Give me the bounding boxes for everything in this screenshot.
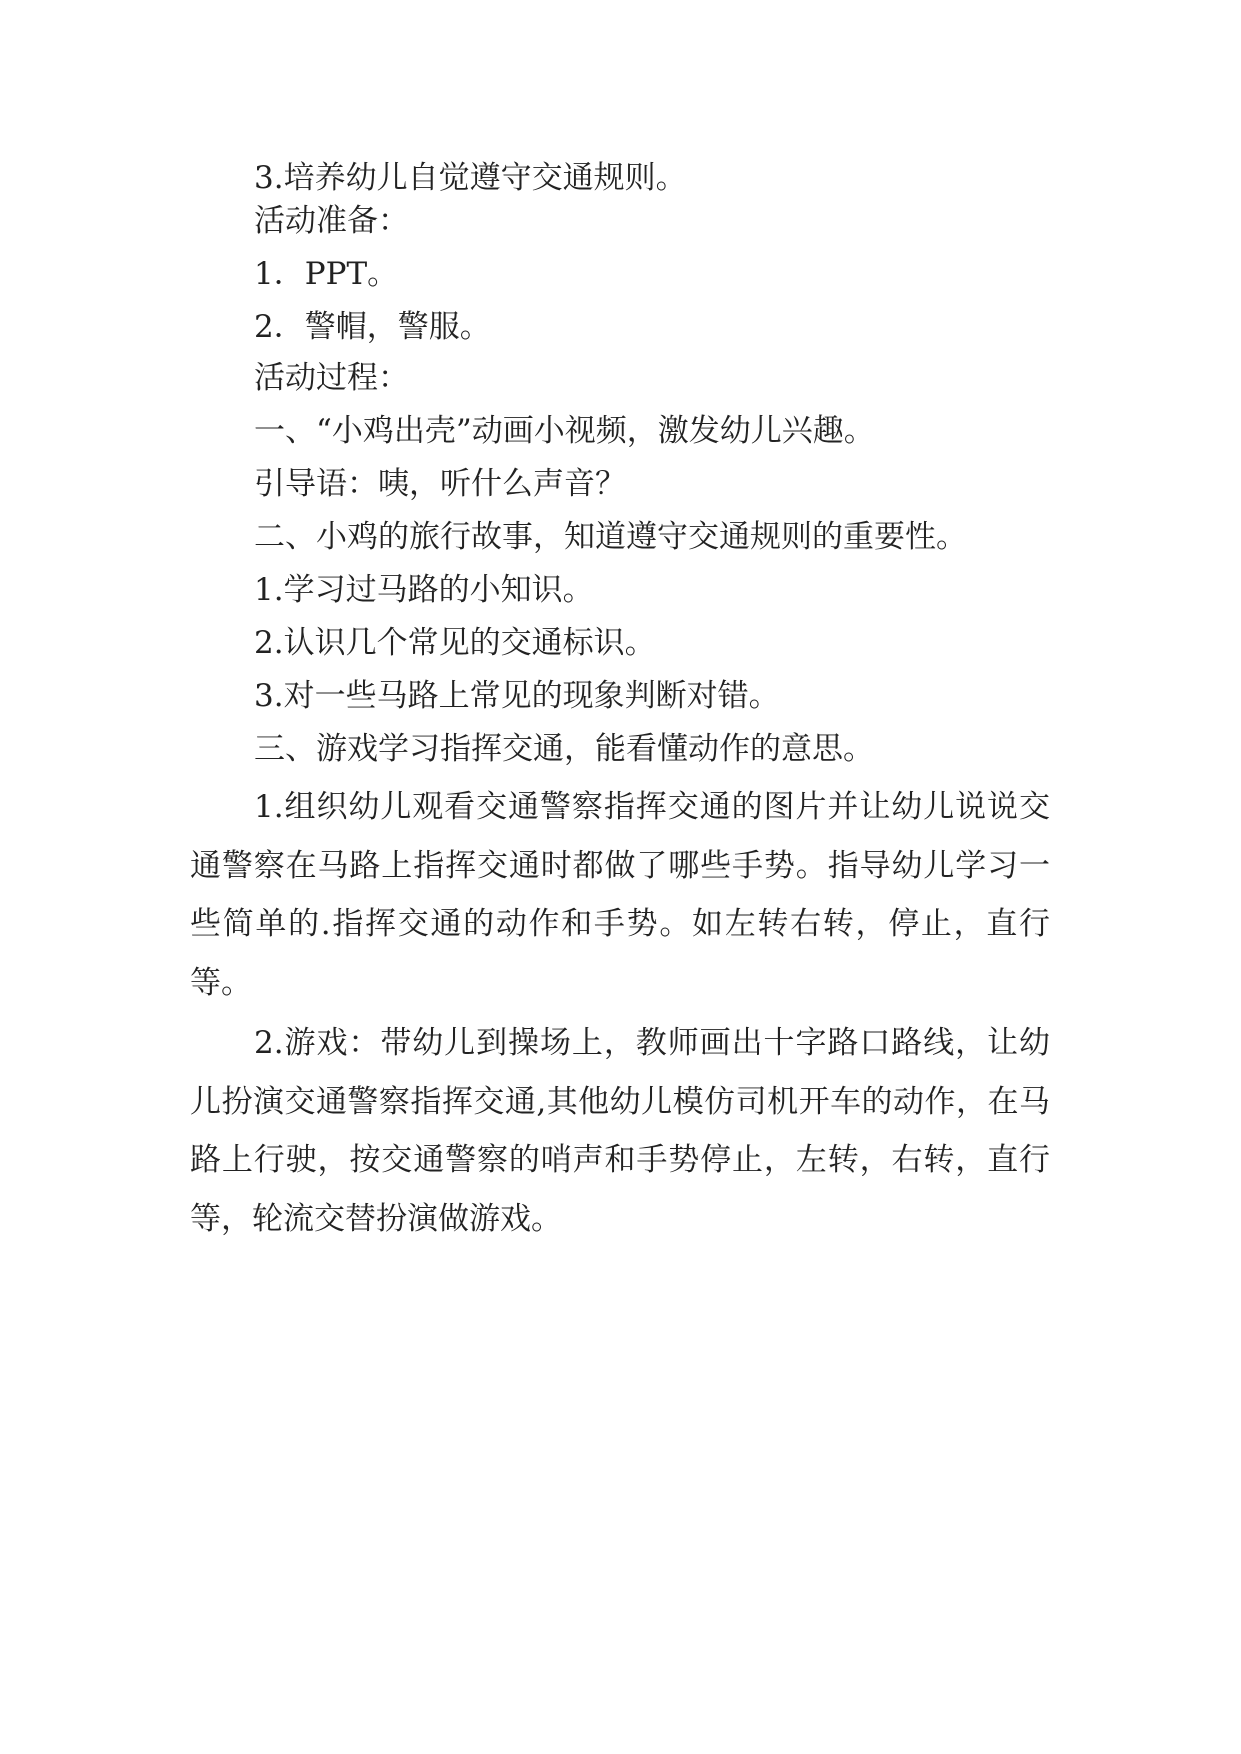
section-heading-process: 活动过程： xyxy=(254,360,409,396)
list-item: 2．警帽，警服。 xyxy=(254,309,491,345)
objective-line: 3.培养幼儿自觉遵守交通规则。 xyxy=(254,160,687,196)
list-item: 1．PPT。 xyxy=(254,256,399,292)
guide-line: 引导语：咦，听什么声音？ xyxy=(254,466,626,502)
section-heading-preparation: 活动准备： xyxy=(254,203,409,239)
list-item: 3.对一些马路上常见的现象判断对错。 xyxy=(254,678,780,714)
step-heading: 三、游戏学习指挥交通，能看懂动作的意思。 xyxy=(254,731,874,767)
step-heading: 一、“小鸡出壳”动画小视频，激发幼儿兴趣。 xyxy=(254,413,875,449)
list-item: 2.认识几个常见的交通标识。 xyxy=(254,625,656,661)
body-paragraph: 1.组织幼儿观看交通警察指挥交通的图片并让幼儿说说交通警察在马路上指挥交通时都做了哪些手势。指导幼儿学习一些简单的.指挥交通的动作和手势。如左转右转，停止，直行等。 xyxy=(190,789,1050,1001)
step-heading: 二、小鸡的旅行故事，知道遵守交通规则的重要性。 xyxy=(254,519,967,555)
list-item: 1.学习过马路的小知识。 xyxy=(254,572,594,608)
body-paragraph: 2.游戏：带幼儿到操场上，教师画出十字路口路线，让幼儿扮演交通警察指挥交通,其他幼儿模仿司机开车的动作，在马路上行驶，按交通警察的哨声和手势停止，左转，右转，直行等，轮流交替扮演做游戏。 xyxy=(190,1025,1050,1237)
